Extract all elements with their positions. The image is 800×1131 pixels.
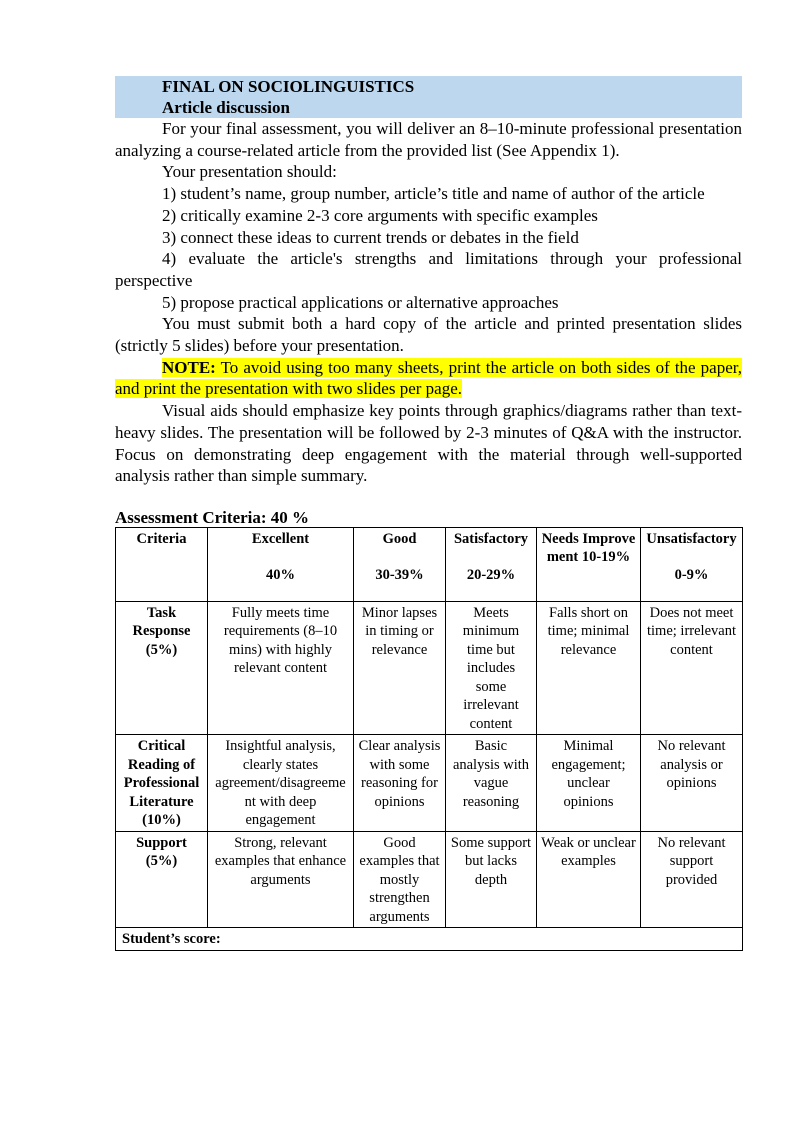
assessment-table [115,527,743,951]
table-cell: Basic analysis with vague reasoning [446,735,537,832]
table-cell: Clear analysis with some reasoning for opinions [354,735,446,832]
list-item: 2) critically examine 2-3 core arguments with specific examples [162,205,598,225]
table-cell: Weak or unclear examples [537,831,641,928]
table-cell: Minor lapses in timing or relevance [354,601,446,735]
table-cell: Does not meet time; irrelevant content [641,601,743,735]
header-needs-improvement: Needs Improvement 10-19% [537,527,641,601]
table-header-row [116,527,743,601]
visual-aids-paragraph: Visual aids should emphasize key points through graphics/diagrams rather than text-heavy slides. The presentation will be followed by 2-3 minutes of Q&A with the instructor. Focus on demonstrating deep engagement with the material through well-supported analysis rather than simple summary. [115,401,742,486]
header-good: Good 30-39% [354,527,446,601]
table-cell: No relevant analysis or opinions [641,735,743,832]
criteria-title: Assessment Criteria: 40 % [115,507,310,527]
table-cell: Strong, relevant examples that enhance arguments [208,831,354,928]
table-cell: Falls short on time; minimal relevance [537,601,641,735]
note-label: NOTE: [162,357,216,377]
list-item: 5) propose practical applications or alternative approaches [162,292,559,312]
intro-paragraph: For your final assessment, you will deliver an 8–10-minute professional presentation analyzing a course-related article from the provided list (See Appendix 1). [115,119,742,160]
table-cell: Some support but lacks depth [446,831,537,928]
submit-paragraph: You must submit both a hard copy of the article and printed presentation slides (strictly 5 slides) before your presentation. [115,314,742,356]
table-cell: Insightful analysis, clearly states agreement/disagreement with deep engagement [208,735,354,832]
header-satisfactory: Satisfactory 20-29% [446,527,537,601]
document-page [115,76,742,951]
table-cell: Minimal engagement; unclear opinions [537,735,641,832]
header-excellent: Excellent 40% [208,527,354,601]
heading-block [115,76,742,118]
row-criterion: Task Response (5%) [116,601,208,735]
document-title: FINAL ON SOCIOLINGUISTICS [162,77,415,96]
header-criteria: Criteria [116,527,208,601]
should-label: Your presentation should: [162,162,337,182]
list-item: 4) evaluate the article's strengths and limitations through your professional perspective [115,249,742,290]
score-row [116,928,743,951]
table-cell: Meets minimum time but includes some irrelevant content [446,601,537,735]
table-row [116,831,743,928]
spacer [115,487,742,508]
header-unsatisfactory: Unsatisfactory 0-9% [641,527,743,601]
row-criterion: Critical Reading of Professional Literature (10%) [116,735,208,832]
student-score-label: Student’s score: [116,928,743,951]
list-item: 1) student’s name, group number, article’s title and name of author of the article [162,184,705,204]
table-cell: Fully meets time requirements (8–10 mins) with highly relevant content [208,601,354,735]
table-row [116,601,743,735]
document-subtitle: Article discussion [162,98,290,117]
list-item: 3) connect these ideas to current trends or debates in the field [162,227,579,247]
note-text: To avoid using too many sheets, print the article on both sides of the paper, and print the presentation with two slides per page. [115,357,742,399]
row-criterion: Support (5%) [116,831,208,928]
table-row [116,735,743,832]
note-paragraph [115,357,742,400]
table-cell: Good examples that mostly strengthen arguments [354,831,446,928]
table-cell: No relevant support provided [641,831,743,928]
